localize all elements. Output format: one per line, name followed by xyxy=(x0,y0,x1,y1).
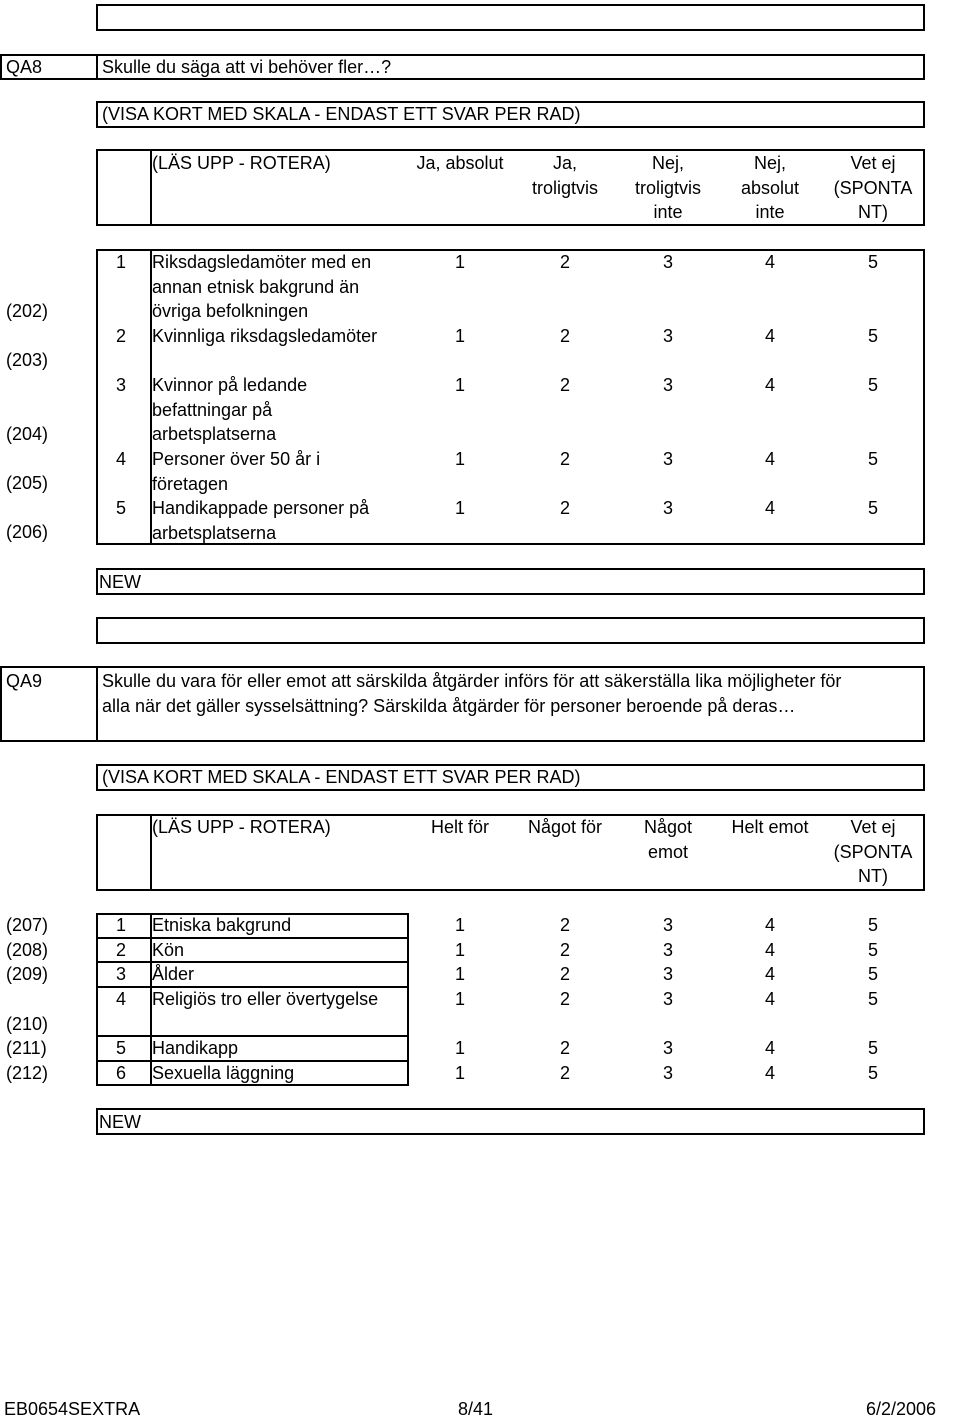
qa9-header-3-line: emot xyxy=(647,841,689,862)
qa9-scale-option: 1 xyxy=(454,989,465,1009)
qa9-row-label: Religiös tro eller övertygelse xyxy=(152,989,379,1009)
qa8-scale-option: 2 xyxy=(559,498,570,518)
qa9-scale-option: 4 xyxy=(764,964,775,984)
qa8-scale-option: 2 xyxy=(559,375,570,395)
qa9-header-3-line: Något xyxy=(643,817,693,837)
qa8-scale-option: 1 xyxy=(454,326,465,346)
qa9-header-1-line: Helt för xyxy=(430,817,490,837)
qa8-scale-option: 4 xyxy=(764,326,775,346)
footer-right: 6/2/2006 xyxy=(866,1399,937,1419)
qa9-row-label: Ålder xyxy=(152,964,195,984)
qa8-header-3-line: inte xyxy=(653,202,683,222)
qa9-variable-code: (209) xyxy=(6,964,49,984)
qa9-row-label: Handikapp xyxy=(152,1038,239,1058)
qa8-variable-code: (206) xyxy=(6,522,49,542)
qa8-variable-code: (202) xyxy=(6,301,49,321)
qa9-new-label: NEW xyxy=(99,1112,141,1132)
qa9-scale-option: 5 xyxy=(867,1038,878,1058)
qa9-scale-option: 5 xyxy=(867,915,878,935)
qa8-row-label: Kvinnliga riksdagsledamöter xyxy=(152,326,378,346)
qa8-scale-option: 3 xyxy=(662,498,673,518)
qa9-variable-code: (208) xyxy=(6,940,49,960)
qa9-scale-option: 5 xyxy=(867,964,878,984)
qa8-scale-option: 4 xyxy=(764,375,775,395)
qa9-scale-option: 5 xyxy=(867,940,878,960)
qa9-scale-option: 5 xyxy=(867,989,878,1009)
qa9-instruction: (VISA KORT MED SKALA - ENDAST ETT SVAR PER RAD) xyxy=(102,767,581,787)
qa9-empty-box xyxy=(96,617,925,644)
qa9-header-4-line: Helt emot xyxy=(731,817,809,837)
qa9-header-5-line: Vet ej xyxy=(850,817,896,837)
qa8-header-3-line: Nej, xyxy=(651,153,684,173)
qa9-scale-option: 2 xyxy=(559,940,570,960)
qa9-row-number: 3 xyxy=(116,964,127,984)
qa9-row-number: 2 xyxy=(116,940,127,960)
qa9-scale-option: 5 xyxy=(867,1063,878,1083)
qa8-variable-code: (203) xyxy=(6,350,49,370)
qa9-scale-option: 1 xyxy=(454,915,465,935)
qa9-scale-option: 4 xyxy=(764,989,775,1009)
qa8-question: Skulle du säga att vi behöver fler…? xyxy=(102,57,392,77)
qa9-scale-option: 2 xyxy=(559,989,570,1009)
qa9-scale-option: 4 xyxy=(764,915,775,935)
qa8-row-number: 2 xyxy=(116,326,127,346)
qa8-scale-option: 3 xyxy=(662,375,673,395)
qa8-scale-option: 1 xyxy=(454,375,465,395)
qa8-row-label: befattningar på xyxy=(152,399,273,420)
qa8-id: QA8 xyxy=(6,57,43,77)
footer-center: 8/41 xyxy=(458,1399,494,1419)
qa8-row-number: 1 xyxy=(116,252,127,272)
qa9-scale-option: 1 xyxy=(454,964,465,984)
footer-left: EB0654SEXTRA xyxy=(4,1399,141,1419)
qa8-scale-option: 3 xyxy=(662,326,673,346)
qa8-scale-option: 5 xyxy=(867,252,878,272)
qa9-question-line2: alla när det gäller sysselsättning? Särskilda åtgärder för personer beroende på deras… xyxy=(102,696,796,716)
qa8-row-label: arbetsplatserna xyxy=(152,522,277,543)
qa9-scale-option: 1 xyxy=(454,1038,465,1058)
qa8-row-label: Riksdagsledamöter med en xyxy=(152,252,372,272)
qa8-header-4-line: Nej, xyxy=(753,153,786,173)
qa8-scale-option: 5 xyxy=(867,449,878,469)
qa9-variable-code: (207) xyxy=(6,915,49,935)
qa8-header-2-line: Ja, xyxy=(552,153,577,173)
qa9-row-separator xyxy=(96,1035,409,1037)
qa8-scale-option: 3 xyxy=(662,252,673,272)
qa8-scale-option: 5 xyxy=(867,326,878,346)
qa8-scale-option: 1 xyxy=(454,449,465,469)
qa8-header-4-line: inte xyxy=(755,202,785,222)
qa8-header-4-line: absolut xyxy=(740,177,800,198)
qa8-variable-code: (204) xyxy=(6,424,49,444)
qa9-scale-option: 3 xyxy=(662,964,673,984)
top-empty-box xyxy=(96,4,925,31)
qa9-scale-option: 3 xyxy=(662,915,673,935)
qa9-scale-option: 1 xyxy=(454,1063,465,1083)
qa9-scale-option: 2 xyxy=(559,1038,570,1058)
qa9-scale-option: 3 xyxy=(662,1063,673,1083)
qa8-row-label: företagen xyxy=(152,473,229,494)
qa9-header-5-line: (SPONTA xyxy=(833,841,913,862)
qa8-row-label: övriga befolkningen xyxy=(152,301,309,321)
qa9-row-label: Etniska bakgrund xyxy=(152,915,292,935)
qa8-scale-option: 5 xyxy=(867,498,878,518)
qa8-header-5-line: (SPONTA xyxy=(833,177,913,198)
qa9-row-label: Sexuella läggning xyxy=(152,1063,295,1083)
qa9-scale-option: 2 xyxy=(559,915,570,935)
qa8-scale-option: 5 xyxy=(867,375,878,395)
qa9-scale-option: 2 xyxy=(559,1063,570,1083)
qa8-scale-option: 2 xyxy=(559,252,570,272)
qa8-header-3-line: troligtvis xyxy=(634,177,701,198)
qa9-divider xyxy=(96,668,98,742)
qa9-variable-code: (212) xyxy=(6,1063,49,1083)
qa9-variable-code: (211) xyxy=(6,1038,47,1058)
qa9-row-separator xyxy=(96,961,409,963)
qa9-scale-option: 2 xyxy=(559,964,570,984)
qa8-scale-option: 2 xyxy=(559,326,570,346)
qa9-read-out: (LÄS UPP - ROTERA) xyxy=(152,817,331,837)
qa9-header-5-line: NT) xyxy=(858,866,888,886)
qa9-new-box xyxy=(96,1108,925,1135)
qa9-header-2-line: Något för xyxy=(527,817,603,837)
qa9-row-number: 4 xyxy=(116,989,127,1009)
qa9-scale-option: 4 xyxy=(764,1063,775,1083)
qa9-question-line1: Skulle du vara för eller emot att särskilda åtgärder införs för att säkerställa lika möjligheter för xyxy=(102,671,842,691)
qa8-row-label: arbetsplatserna xyxy=(152,424,277,444)
qa8-row-number: 5 xyxy=(116,498,127,518)
qa8-instruction: (VISA KORT MED SKALA - ENDAST ETT SVAR PER RAD) xyxy=(102,104,581,124)
qa8-row-number: 4 xyxy=(116,449,127,469)
qa8-row-number: 3 xyxy=(116,375,127,395)
qa9-scale-option: 4 xyxy=(764,940,775,960)
qa8-scale-option: 4 xyxy=(764,252,775,272)
qa8-scale-option: 4 xyxy=(764,498,775,518)
qa8-header-5-line: NT) xyxy=(858,202,888,222)
qa9-scale-option: 3 xyxy=(662,1038,673,1058)
qa8-variable-code: (205) xyxy=(6,473,49,493)
qa8-scale-option: 1 xyxy=(454,498,465,518)
qa8-read-out: (LÄS UPP - ROTERA) xyxy=(152,153,331,173)
qa9-variable-code: (210) xyxy=(6,1014,49,1034)
qa9-scale-option: 4 xyxy=(764,1038,775,1058)
qa8-scale-option: 2 xyxy=(559,449,570,469)
qa8-header-5-line: Vet ej xyxy=(850,153,896,173)
qa8-header-2-line: troligtvis xyxy=(531,177,598,198)
qa8-scale-option: 3 xyxy=(662,449,673,469)
qa9-scale-option: 3 xyxy=(662,989,673,1009)
qa8-row-label: Personer över 50 år i xyxy=(152,449,321,469)
qa9-row-label: Kön xyxy=(152,940,185,960)
qa9-row-number: 1 xyxy=(116,915,127,935)
qa8-scale-option: 1 xyxy=(454,252,465,272)
qa9-scale-option: 3 xyxy=(662,940,673,960)
qa8-header-1-line: Ja, absolut xyxy=(416,153,504,173)
qa8-divider xyxy=(96,54,98,80)
qa8-new-box xyxy=(96,568,925,595)
qa9-row-separator xyxy=(96,937,409,939)
qa9-id: QA9 xyxy=(6,671,43,691)
qa8-row-label: Kvinnor på ledande xyxy=(152,375,308,395)
qa8-row-label: Handikappade personer på xyxy=(152,498,370,518)
qa8-row-label: annan etnisk bakgrund än xyxy=(152,276,360,297)
qa8-new-label: NEW xyxy=(99,572,141,592)
qa9-row-number: 6 xyxy=(116,1063,127,1083)
qa9-scale-option: 1 xyxy=(454,940,465,960)
qa9-row-number: 5 xyxy=(116,1038,127,1058)
qa8-scale-option: 4 xyxy=(764,449,775,469)
